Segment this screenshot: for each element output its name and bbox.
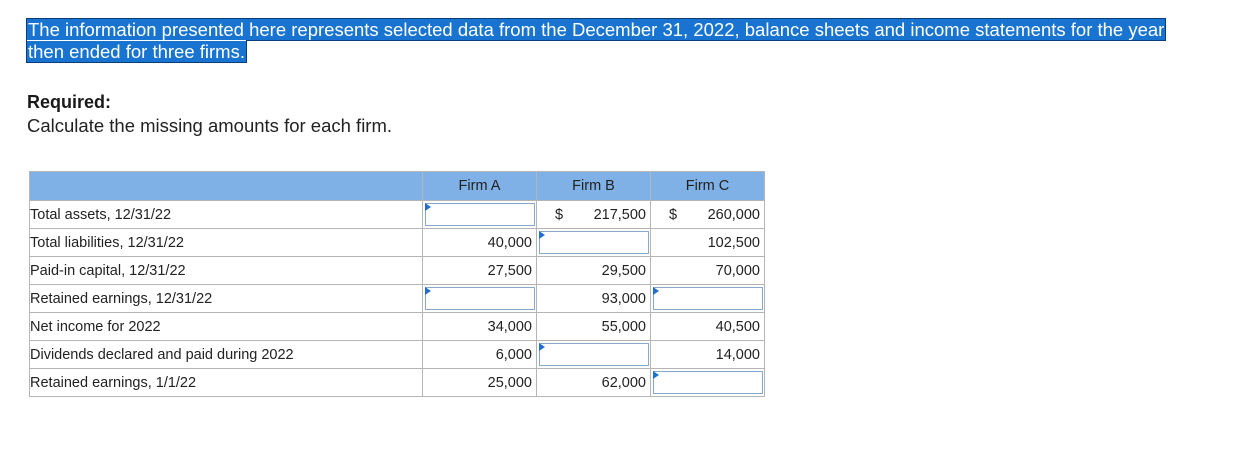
header-blank <box>30 172 423 201</box>
row-label: Total assets, 12/31/22 <box>30 201 423 229</box>
table-row <box>30 313 765 341</box>
required-instruction: Calculate the missing amounts for each firm. <box>27 115 393 136</box>
firm-b-total-liabilities-input[interactable] <box>537 229 651 257</box>
firm-a-paid-in-capital: 27,500 <box>423 257 537 285</box>
table-row <box>30 285 765 313</box>
input-marker-icon <box>539 231 545 239</box>
firm-data-table <box>29 171 765 397</box>
input-marker-icon <box>653 287 659 295</box>
row-label: Retained earnings, 1/1/22 <box>30 369 423 397</box>
input-marker-icon <box>539 343 545 351</box>
table-header-row <box>30 172 765 201</box>
row-label: Paid-in capital, 12/31/22 <box>30 257 423 285</box>
firm-c-dividends: 14,000 <box>651 341 765 369</box>
firm-c-total-assets: $ 260,000 <box>651 201 765 229</box>
row-label: Dividends declared and paid during 2022 <box>30 341 423 369</box>
firm-c-net-income: 40,500 <box>651 313 765 341</box>
firm-a-retained-earnings-end-input[interactable] <box>423 285 537 313</box>
table-row <box>30 229 765 257</box>
firm-a-net-income: 34,000 <box>423 313 537 341</box>
required-heading: Required: <box>27 92 112 112</box>
header-firm-c: Firm C <box>651 172 765 201</box>
firm-c-total-liabilities: 102,500 <box>651 229 765 257</box>
header-firm-b: Firm B <box>537 172 651 201</box>
firm-b-net-income: 55,000 <box>537 313 651 341</box>
firm-a-total-liabilities: 40,000 <box>423 229 537 257</box>
firm-c-paid-in-capital: 70,000 <box>651 257 765 285</box>
firm-b-retained-earnings-begin: 62,000 <box>537 369 651 397</box>
table-row <box>30 201 765 229</box>
input-marker-icon <box>653 371 659 379</box>
firm-b-total-assets: $ 217,500 <box>537 201 651 229</box>
firm-a-retained-earnings-begin: 25,000 <box>423 369 537 397</box>
row-label: Retained earnings, 12/31/22 <box>30 285 423 313</box>
firm-b-paid-in-capital: 29,500 <box>537 257 651 285</box>
header-firm-a: Firm A <box>423 172 537 201</box>
firm-c-retained-earnings-begin-input[interactable] <box>651 369 765 397</box>
firm-b-dividends-input[interactable] <box>537 341 651 369</box>
input-marker-icon <box>425 287 431 295</box>
firm-c-retained-earnings-end-input[interactable] <box>651 285 765 313</box>
table-row <box>30 257 765 285</box>
table-row <box>30 369 765 397</box>
firm-b-retained-earnings-end: 93,000 <box>537 285 651 313</box>
firm-a-total-assets-input[interactable] <box>423 201 537 229</box>
firm-a-dividends: 6,000 <box>423 341 537 369</box>
table-row <box>30 341 765 369</box>
row-label: Net income for 2022 <box>30 313 423 341</box>
input-marker-icon <box>425 203 431 211</box>
row-label: Total liabilities, 12/31/22 <box>30 229 423 257</box>
problem-intro <box>27 19 1202 63</box>
intro-text: The information presented here represents selected data from the December 31, 2022, balance sheets and income statements for the year then ended for three firms. <box>28 19 1165 62</box>
